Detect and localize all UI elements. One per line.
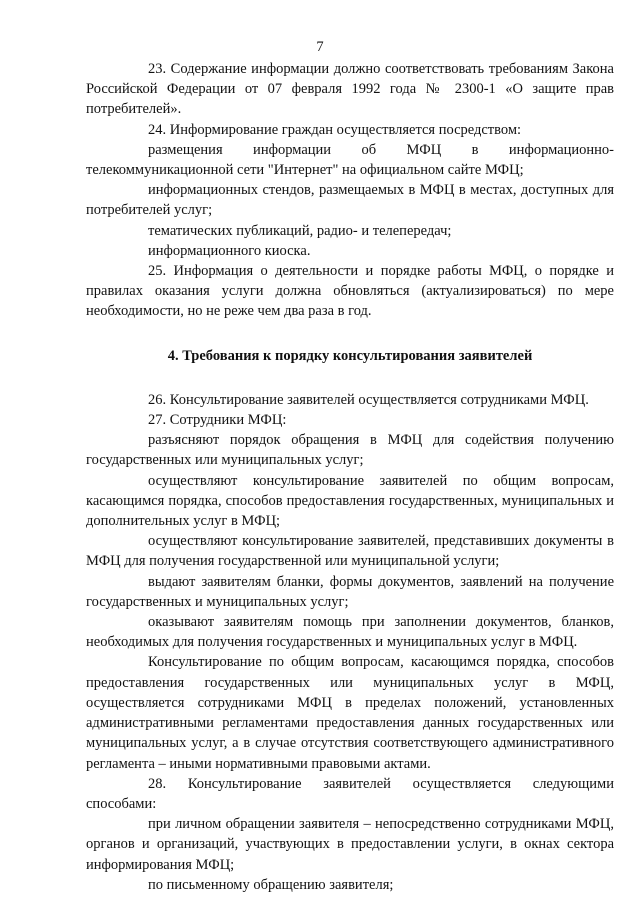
list-item-website: размещения информации об МФЦ в информационно-телекоммуникационной сети "Интернет" на официальном сайте МФЦ; [86,141,614,179]
paragraph-23: 23. Содержание информации должно соответствовать требованиям Закона Российской Федерации от 07 февраля 1992 года № 2300-1 «О защите прав потребителей». [86,61,614,118]
list-item-kiosk: информационного киоска. [148,242,311,259]
list-item-assist: оказывают заявителям помощь при заполнении документов, бланков, необходимых для получения государственных и муниципальных услуг в МФЦ. [86,614,614,651]
list-item-consult-general: осуществляют консультирование заявителей по общим вопросам, касающимся порядка, способов предоставления государственных, муниципальных и дополнительных услуг в МФЦ; [86,472,614,530]
paragraph-24: 24. Информирование граждан осуществляется посредством: [148,121,522,138]
list-item-written: по письменному обращению заявителя; [148,876,394,893]
section-heading: 4. Требования к порядку консультирования заявителей [167,347,533,364]
list-item-consult-submitted: осуществляют консультирование заявителей, представивших документы в МФЦ для получения государственной или муниципальной услуги; [86,533,614,570]
spacer [86,322,614,346]
paragraph-28: 28. Консультирование заявителей осуществляется следующими способами: [86,775,614,812]
list-item-explain: разъясняют порядок обращения в МФЦ для содействия получению государственных или муниципальных услуг; [86,432,614,469]
list-item-in-person: при личном обращении заявителя – непосредственно сотрудниками МФЦ, органов и организаций, участвующих в предоставлении услуги, в окнах сектора информирования МФЦ; [86,816,614,873]
paragraph-27: 27. Сотрудники МФЦ: [148,412,287,429]
page-number: 7 [316,39,324,55]
paragraph-26: 26. Консультирование заявителей осуществляется сотрудниками МФЦ. [148,391,589,408]
list-item-issue-forms: выдают заявителям бланки, формы документов, заявлений на получение государственных и муниципальных услуг; [86,573,614,610]
list-item-publications: тематических публикаций, радио- и телепередач; [148,222,452,239]
document-body [86,59,614,895]
list-item-stands: информационных стендов, размещаемых в МФЦ в местах, доступных для потребителей услуг; [86,182,614,219]
spacer [86,366,614,390]
paragraph-consultation-general: Консультирование по общим вопросам, касающимся порядка, способов предоставления государственных или муниципальных услуг в МФЦ, осуществляется сотрудниками МФЦ в пределах положений, установленных административными регламентами предоставления данных государственных или муниципальных услуг, а в случае отсутствия соответствующего административного регламента – иными нормативными правовыми актами. [86,654,614,772]
paragraph-25: 25. Информация о деятельности и порядке работы МФЦ, о порядке и правилах оказания услуги должна обновляться (актуализироваться) по мере необходимости, но не реже чем два раза в год. [86,263,614,320]
